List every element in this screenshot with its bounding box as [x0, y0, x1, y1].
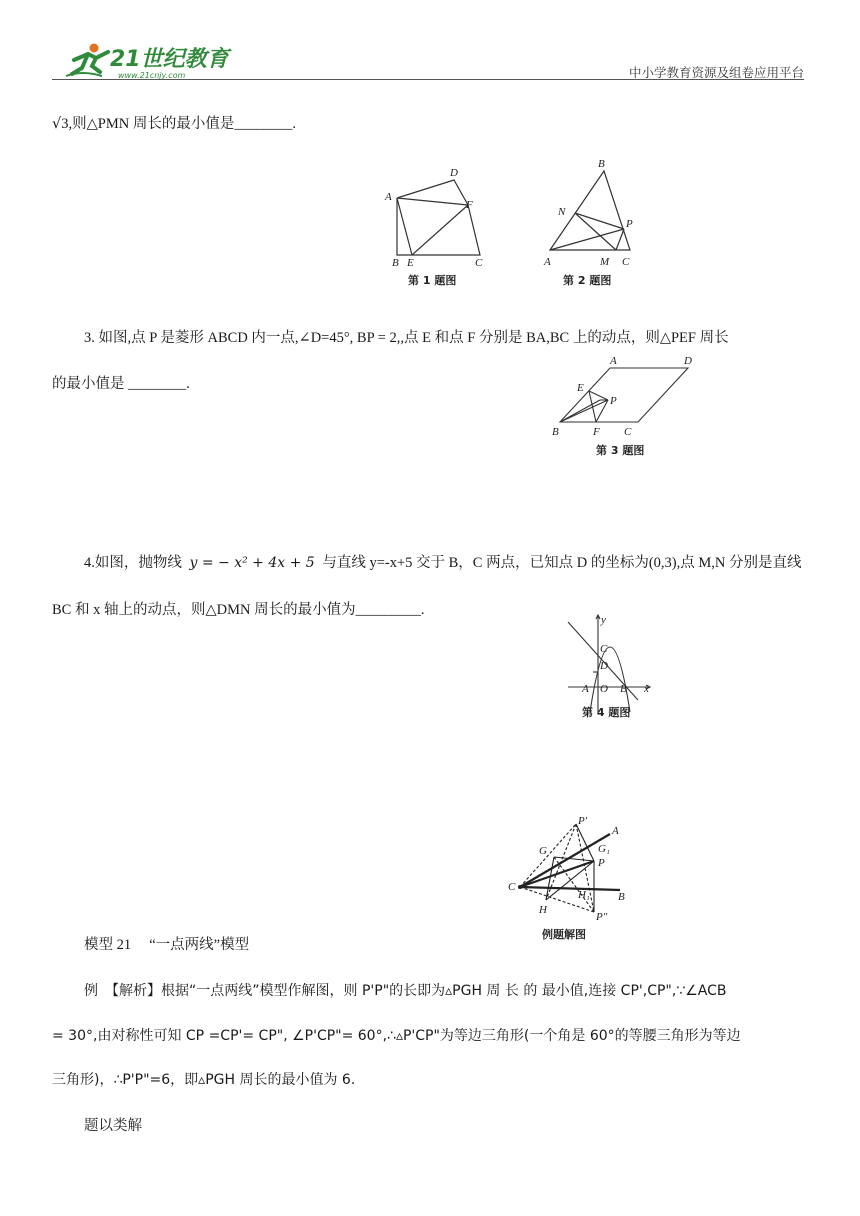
fig1-label-e: E: [407, 257, 414, 269]
q2-tail-text: 3,则△PMN 周长的最小值是________.: [61, 116, 296, 132]
fig1-label-a: A: [385, 191, 392, 203]
fig3-label-f: F: [593, 426, 600, 438]
fig5-label-p1: P': [578, 815, 588, 827]
fig5-label-h: H: [539, 904, 547, 916]
fig3-label-b: B: [552, 426, 559, 438]
example-line3: 三角形)，∴P'P"=6，即▵PGH 周长的最小值为 6.: [52, 1072, 356, 1088]
fig1-label-c: C: [475, 257, 483, 269]
fig5-label-c: C: [508, 881, 516, 893]
q3-line2: 的最小值是 ________.: [52, 376, 190, 392]
fig4-caption: 第 4 题图: [582, 706, 631, 719]
logo-url: www.21cnjy.com: [118, 71, 186, 80]
q4-suffix: 与直线 y=-x+5 交于 B，C 两点，已知点 D 的坐标为(0,3),点 M,N 分别是直线: [322, 555, 802, 571]
q2-tail-line: [52, 114, 296, 134]
fig4-label-y: y: [601, 614, 606, 626]
fig2-label-b: B: [598, 158, 605, 170]
fig5-label-p2: P": [596, 911, 608, 923]
q4-prefix: 4.如图，抛物线: [84, 555, 182, 571]
fig1-label-b: B: [392, 257, 399, 269]
logo-figure-head: [90, 44, 99, 53]
model-title: 模型 21 “一点两线”模型: [84, 937, 250, 953]
logo-text: 21世纪教育: [110, 47, 229, 72]
fig4-label-x: x: [644, 683, 649, 695]
figure-3: [548, 350, 698, 462]
fig3-label-d: D: [684, 355, 692, 367]
site-logo[interactable]: [52, 38, 232, 82]
fig5-label-p: P: [598, 857, 605, 869]
q4-formula: y = − x² + 4x + 5: [189, 555, 315, 571]
example-line1: 例 【解析】根据“一点两线”模型作解图，则 P'P"的长即为▵PGH 周 长 的 最小值,连接 CP',CP",∵∠ACB: [84, 983, 727, 999]
fig5-label-h1: H₁: [578, 889, 590, 901]
fig2-label-n: N: [558, 206, 566, 218]
fig2-label-a: A: [544, 256, 551, 268]
fig3-label-e: E: [577, 382, 584, 394]
fig3-label-p: P: [610, 395, 617, 407]
fig1-label-f: F: [466, 199, 473, 211]
fig5-point-c: [518, 885, 522, 889]
q3-line1: 3. 如图,点 P 是菱形 ABCD 内一点,∠D=45°, BP = 2,,点 E 和点 F 分别是 BA,BC 上的动点，则△PEF 周长: [84, 330, 729, 346]
example-line2: = 30°,由对称性可知 CP =CP'= CP", ∠P'CP"= 60°,∴▵P'CP"为等边三角形(一个角是 60°的等腰三角形为等边: [52, 1028, 741, 1044]
fig2-caption: 第 2 题图: [563, 274, 612, 287]
fig5-label-a: A: [612, 825, 619, 837]
fig4-label-d: D: [600, 660, 608, 672]
model-footer: 题以类解: [84, 1118, 142, 1134]
figure-2: [538, 155, 648, 290]
fig3-label-c: C: [624, 426, 632, 438]
fig3-caption: 第 3 题图: [596, 444, 645, 457]
fig4-label-b: B: [620, 683, 627, 695]
sqrt-sign: √: [52, 116, 62, 132]
fig1-caption: 第 1 题图: [408, 274, 457, 287]
fig2-label-m: M: [600, 256, 610, 268]
fig2-label-p: P: [626, 218, 633, 230]
header-divider: [52, 79, 804, 80]
fig5-label-g: G: [539, 845, 547, 857]
q4-line1: [84, 553, 801, 574]
fig5-caption: 例题解图: [542, 928, 586, 941]
fig4-label-c: C: [600, 643, 608, 655]
figure-5: [506, 812, 646, 944]
fig1-label-d: D: [450, 167, 458, 179]
fig3-label-a: A: [610, 355, 617, 367]
figure-1: [380, 160, 500, 290]
figure-4: [560, 612, 660, 724]
site-name: 中小学教育资源及组卷应用平台: [628, 66, 804, 80]
fig5-label-g1: G₁: [598, 843, 610, 855]
fig2-label-c: C: [622, 256, 630, 268]
fig5-label-b: B: [618, 891, 625, 903]
fig4-label-a: A: [582, 683, 589, 695]
fig4-label-o: O: [600, 683, 608, 695]
q4-line2: BC 和 x 轴上的动点，则△DMN 周长的最小值为_________.: [52, 602, 425, 618]
